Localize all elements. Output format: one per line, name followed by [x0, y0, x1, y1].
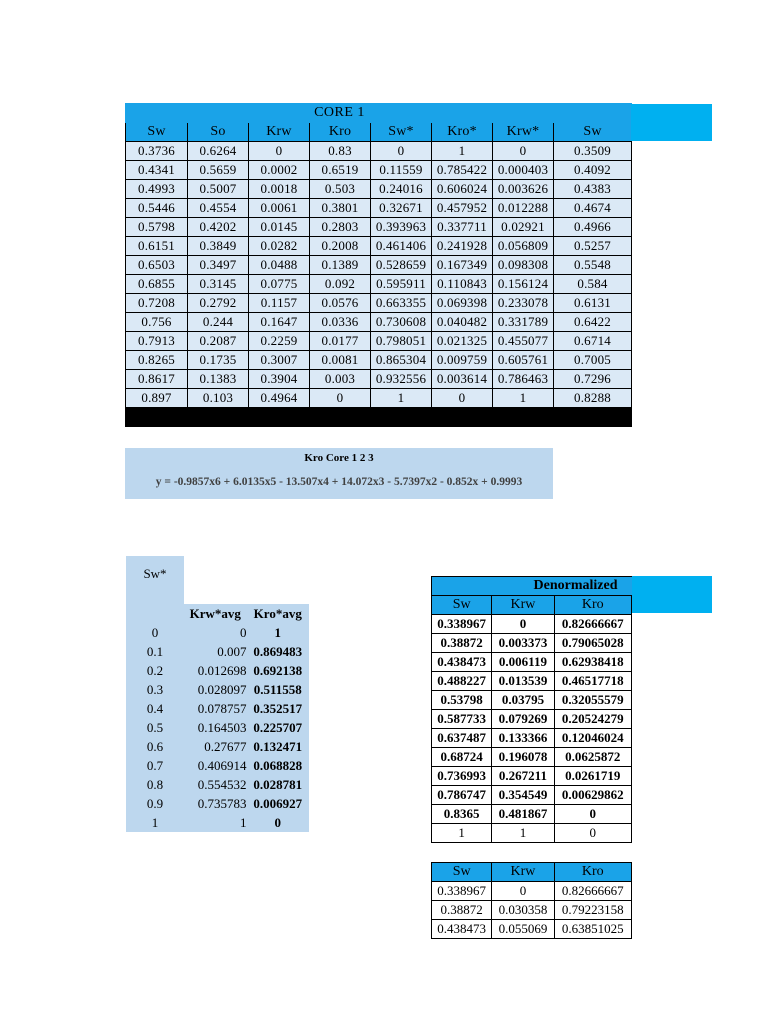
average-subheader-row — [126, 604, 309, 623]
table-cell: 0.584 — [554, 275, 632, 294]
table-cell: 0.11559 — [371, 161, 432, 180]
bottom-header-row — [432, 863, 632, 882]
table-row — [432, 767, 632, 786]
table-cell: 0.110843 — [432, 275, 493, 294]
table-cell: 0.3736 — [126, 142, 188, 161]
table-cell: 0.32055579 — [554, 691, 631, 710]
table-cell: 0.0488 — [249, 256, 310, 275]
table-cell: 0.012288 — [493, 199, 554, 218]
table-row — [126, 199, 632, 218]
table-row — [432, 710, 632, 729]
table-cell: 0.6264 — [188, 142, 249, 161]
core-header-row — [126, 123, 632, 142]
equation-formula: y = -0.9857x6 + 6.0135x5 - 13.507x4 + 14.072x3 - 5.7397x2 - 0.852x + 0.9993 — [155, 476, 523, 488]
table-cell: 1 — [432, 824, 492, 843]
table-cell: 0.5007 — [188, 180, 249, 199]
table-cell: 0.595911 — [371, 275, 432, 294]
table-row — [432, 691, 632, 710]
table-cell: 0.0576 — [310, 294, 371, 313]
table-cell: 0.068828 — [247, 756, 310, 775]
table-cell: 0.786463 — [493, 370, 554, 389]
table-row — [126, 275, 632, 294]
table-cell: 0 — [247, 813, 310, 832]
denorm-table-title: Denormalized — [432, 577, 632, 596]
table-cell: 0.5446 — [126, 199, 188, 218]
table-cell: 0.735783 — [184, 794, 247, 813]
table-cell: 0.692138 — [247, 661, 310, 680]
table-cell: 0.056809 — [493, 237, 554, 256]
cyan-header-tab — [632, 576, 712, 613]
table-cell: 0.8617 — [126, 370, 188, 389]
table-cell: 0 — [432, 389, 493, 408]
table-row — [126, 699, 309, 718]
table-cell: 0.103 — [188, 389, 249, 408]
table-row — [126, 718, 309, 737]
table-cell: 0.393963 — [371, 218, 432, 237]
table-cell: 0.3 — [126, 680, 184, 699]
table-cell: 0.0081 — [310, 351, 371, 370]
table-cell: 0.003614 — [432, 370, 493, 389]
table-cell: 0.007 — [184, 642, 247, 661]
table-cell: 0.6855 — [126, 275, 188, 294]
table-cell: 0.2087 — [188, 332, 249, 351]
table-cell: 0.040482 — [432, 313, 493, 332]
table-cell: 0.021325 — [432, 332, 493, 351]
table-cell: 0.6422 — [554, 313, 632, 332]
column-header: Sw — [432, 863, 492, 882]
table-cell: 0.488227 — [432, 672, 492, 691]
table-cell: 0.24016 — [371, 180, 432, 199]
column-header: Kro — [554, 863, 631, 882]
table-cell: 0.030358 — [492, 901, 554, 920]
table-cell: 0.6151 — [126, 237, 188, 256]
table-cell: 0.02921 — [493, 218, 554, 237]
table-cell: 1 — [492, 824, 554, 843]
table-cell: 0.006927 — [247, 794, 310, 813]
table-row — [432, 748, 632, 767]
column-header: Sw — [126, 123, 188, 142]
table-cell: 0.3801 — [310, 199, 371, 218]
table-cell: 0 — [554, 824, 631, 843]
table-cell: 0.0002 — [249, 161, 310, 180]
table-cell: 0.27677 — [184, 737, 247, 756]
table-row — [126, 737, 309, 756]
table-cell: 0.2 — [126, 661, 184, 680]
table-cell: 0.4202 — [188, 218, 249, 237]
table-cell: 0.511558 — [247, 680, 310, 699]
table-cell: 0.2803 — [310, 218, 371, 237]
table-cell: 0.1 — [126, 642, 184, 661]
table-row — [126, 332, 632, 351]
table-cell: 0.352517 — [247, 699, 310, 718]
table-cell: 0.38872 — [432, 634, 492, 653]
denorm-header-row — [432, 596, 632, 615]
table-cell: 0.028781 — [247, 775, 310, 794]
table-cell: 0.79065028 — [554, 634, 631, 653]
core-1-table — [125, 103, 632, 427]
table-cell: 1 — [493, 389, 554, 408]
table-cell: 0 — [493, 142, 554, 161]
table-cell: 0.6519 — [310, 161, 371, 180]
core-table-body — [126, 142, 632, 408]
table-row — [126, 256, 632, 275]
table-cell: 0.055069 — [492, 920, 554, 939]
table-cell: 0.79223158 — [554, 901, 631, 920]
core-black-row — [126, 408, 632, 427]
table-cell: 0.455077 — [493, 332, 554, 351]
table-cell: 0.786747 — [432, 786, 492, 805]
table-cell: 0.406914 — [184, 756, 247, 775]
cyan-header-tab — [631, 104, 712, 141]
table-cell: 0.736993 — [432, 767, 492, 786]
table-cell: 0.4964 — [249, 389, 310, 408]
table-cell: 0.1383 — [188, 370, 249, 389]
table-cell: 0.03795 — [492, 691, 554, 710]
table-cell: 0.078757 — [184, 699, 247, 718]
table-cell: 0.012698 — [184, 661, 247, 680]
table-cell: 0.503 — [310, 180, 371, 199]
table-cell: 0.730608 — [371, 313, 432, 332]
table-cell: 0.156124 — [493, 275, 554, 294]
core-title-cap — [554, 104, 632, 123]
table-cell: 0.1157 — [249, 294, 310, 313]
table-cell: 0.869483 — [247, 642, 310, 661]
table-cell: 0.132471 — [247, 737, 310, 756]
core-table-title: CORE 1 — [126, 104, 554, 123]
table-cell: 0.53798 — [432, 691, 492, 710]
table-cell: 0 — [310, 389, 371, 408]
table-cell: 0.481867 — [492, 805, 554, 824]
table-row — [126, 351, 632, 370]
column-header: Sw — [432, 596, 492, 615]
table-cell: 0.1735 — [188, 351, 249, 370]
table-cell: 1 — [184, 813, 247, 832]
column-header: Sw* — [371, 123, 432, 142]
table-cell: 0.337711 — [432, 218, 493, 237]
table-cell: 0.2259 — [249, 332, 310, 351]
table-cell: 0.009759 — [432, 351, 493, 370]
table-cell: 0.0177 — [310, 332, 371, 351]
table-cell: 0.003626 — [493, 180, 554, 199]
table-cell: 0.0775 — [249, 275, 310, 294]
denormalized-table — [431, 576, 632, 843]
table-cell: 0.932556 — [371, 370, 432, 389]
table-cell: 0.5798 — [126, 218, 188, 237]
table-cell: 0.331789 — [493, 313, 554, 332]
table-row — [126, 180, 632, 199]
table-cell: 0 — [126, 623, 184, 642]
table-cell: 0.092 — [310, 275, 371, 294]
trendline-equation-box — [125, 448, 553, 499]
column-header: Kro* — [432, 123, 493, 142]
table-cell: 0.1647 — [249, 313, 310, 332]
column-header: Krw — [249, 123, 310, 142]
table-row — [432, 920, 632, 939]
table-cell: 0.098308 — [493, 256, 554, 275]
table-cell: 0.069398 — [432, 294, 493, 313]
table-cell: 0.6503 — [126, 256, 188, 275]
table-cell: 0.013539 — [492, 672, 554, 691]
table-cell: 0.4674 — [554, 199, 632, 218]
table-cell: 1 — [126, 813, 184, 832]
table-cell: 0 — [492, 615, 554, 634]
table-cell: 0.0061 — [249, 199, 310, 218]
table-row — [432, 786, 632, 805]
denorm-table-body — [432, 615, 632, 843]
krw-avg-header: Krw*avg — [184, 604, 247, 623]
table-row — [126, 142, 632, 161]
sw-star-header: Sw* — [126, 556, 184, 604]
table-cell: 0.663355 — [371, 294, 432, 313]
table-cell: 0 — [371, 142, 432, 161]
table-cell: 0.338967 — [432, 882, 492, 901]
table-cell: 0.8265 — [126, 351, 188, 370]
table-cell: 0.3904 — [249, 370, 310, 389]
table-cell: 0 — [184, 623, 247, 642]
column-header: Sw — [554, 123, 632, 142]
bottom-table-body — [432, 882, 632, 939]
table-cell: 0.637487 — [432, 729, 492, 748]
table-cell: 0.897 — [126, 389, 188, 408]
table-cell: 0.606024 — [432, 180, 493, 199]
table-cell: 0 — [554, 805, 631, 824]
table-cell: 0.9 — [126, 794, 184, 813]
column-header: Krw — [492, 596, 554, 615]
table-cell: 0.3497 — [188, 256, 249, 275]
table-cell: 0.0336 — [310, 313, 371, 332]
table-cell: 0.2792 — [188, 294, 249, 313]
table-cell: 0.83 — [310, 142, 371, 161]
table-cell: 0.233078 — [493, 294, 554, 313]
table-cell: 0.865304 — [371, 351, 432, 370]
table-row — [432, 729, 632, 748]
table-row — [126, 623, 309, 642]
table-cell: 0.3849 — [188, 237, 249, 256]
table-cell: 0 — [492, 882, 554, 901]
table-cell: 0.12046024 — [554, 729, 631, 748]
table-cell: 0.8 — [126, 775, 184, 794]
table-cell: 0.241928 — [432, 237, 493, 256]
table-cell: 0.554532 — [184, 775, 247, 794]
table-cell: 0.7208 — [126, 294, 188, 313]
table-cell: 0.354549 — [492, 786, 554, 805]
table-cell: 0.196078 — [492, 748, 554, 767]
table-cell: 0.4092 — [554, 161, 632, 180]
table-cell: 0.079269 — [492, 710, 554, 729]
table-row — [126, 813, 309, 832]
table-row — [432, 824, 632, 843]
table-cell: 0.338967 — [432, 615, 492, 634]
column-header: Kro — [554, 596, 631, 615]
table-cell: 0.0145 — [249, 218, 310, 237]
table-row — [432, 882, 632, 901]
table-cell: 0.3145 — [188, 275, 249, 294]
table-row — [432, 901, 632, 920]
table-cell: 0.82666667 — [554, 615, 631, 634]
table-row — [126, 756, 309, 775]
table-cell: 0.164503 — [184, 718, 247, 737]
table-cell: 1 — [432, 142, 493, 161]
table-cell: 0.6131 — [554, 294, 632, 313]
table-cell: 0.7913 — [126, 332, 188, 351]
table-row — [126, 680, 309, 699]
table-cell: 0.7005 — [554, 351, 632, 370]
table-cell: 0.244 — [188, 313, 249, 332]
table-cell: 0.5257 — [554, 237, 632, 256]
table-cell: 0.8288 — [554, 389, 632, 408]
table-cell: 0.167349 — [432, 256, 493, 275]
table-cell: 0.003373 — [492, 634, 554, 653]
table-cell: 0.798051 — [371, 332, 432, 351]
table-cell: 1 — [247, 623, 310, 642]
column-header: Kro — [310, 123, 371, 142]
table-cell: 0.5659 — [188, 161, 249, 180]
column-header: Krw* — [493, 123, 554, 142]
table-cell: 0.3007 — [249, 351, 310, 370]
table-row — [126, 794, 309, 813]
column-header: So — [188, 123, 249, 142]
table-cell: 0.20524279 — [554, 710, 631, 729]
table-cell: 0.4 — [126, 699, 184, 718]
table-cell: 0.000403 — [493, 161, 554, 180]
table-cell: 0.1389 — [310, 256, 371, 275]
table-cell: 0.0261719 — [554, 767, 631, 786]
denorm-title-row — [432, 577, 632, 596]
table-cell: 0.756 — [126, 313, 188, 332]
table-cell: 0.3509 — [554, 142, 632, 161]
table-row — [126, 642, 309, 661]
average-header-row — [126, 556, 309, 604]
table-cell: 0.82666667 — [554, 882, 631, 901]
table-cell: 0.32671 — [371, 199, 432, 218]
table-row — [126, 161, 632, 180]
table-row — [126, 389, 632, 408]
core-title-row — [126, 104, 632, 123]
table-row — [126, 237, 632, 256]
table-cell: 0.6 — [126, 737, 184, 756]
table-row — [126, 775, 309, 794]
table-row — [126, 370, 632, 389]
table-cell: 0.4341 — [126, 161, 188, 180]
table-cell: 0.587733 — [432, 710, 492, 729]
table-row — [432, 653, 632, 672]
table-cell: 0.438473 — [432, 653, 492, 672]
table-cell: 0.7 — [126, 756, 184, 775]
table-cell: 0.62938418 — [554, 653, 631, 672]
table-cell: 0.461406 — [371, 237, 432, 256]
table-row — [432, 805, 632, 824]
table-cell: 0.38872 — [432, 901, 492, 920]
table-row — [126, 661, 309, 680]
table-cell: 0.006119 — [492, 653, 554, 672]
table-cell: 0.2008 — [310, 237, 371, 256]
table-cell: 0.225707 — [247, 718, 310, 737]
table-cell: 0 — [249, 142, 310, 161]
table-cell: 0.7296 — [554, 370, 632, 389]
table-cell: 0.5 — [126, 718, 184, 737]
table-cell: 0.4383 — [554, 180, 632, 199]
average-table-body — [126, 556, 309, 832]
average-rel-perm-table — [126, 556, 309, 832]
kro-avg-header: Kro*avg — [247, 604, 310, 623]
table-cell: 0.133366 — [492, 729, 554, 748]
table-cell: 0.68724 — [432, 748, 492, 767]
table-cell: 0.457952 — [432, 199, 493, 218]
table-row — [432, 634, 632, 653]
table-cell: 0.0282 — [249, 237, 310, 256]
table-cell: 0.785422 — [432, 161, 493, 180]
table-cell: 0.4966 — [554, 218, 632, 237]
table-cell: 0.0625872 — [554, 748, 631, 767]
table-cell: 0.00629862 — [554, 786, 631, 805]
table-cell: 0.0018 — [249, 180, 310, 199]
table-cell: 0.46517718 — [554, 672, 631, 691]
table-row — [126, 294, 632, 313]
table-cell: 0.438473 — [432, 920, 492, 939]
table-cell: 0.4554 — [188, 199, 249, 218]
table-cell: 0.4993 — [126, 180, 188, 199]
table-row — [432, 672, 632, 691]
table-row — [126, 313, 632, 332]
table-cell: 0.63851025 — [554, 920, 631, 939]
table-cell: 0.528659 — [371, 256, 432, 275]
table-cell: 0.003 — [310, 370, 371, 389]
table-cell: 1 — [371, 389, 432, 408]
equation-title: Kro Core 1 2 3 — [304, 452, 374, 464]
table-row — [126, 218, 632, 237]
table-cell: 0.8365 — [432, 805, 492, 824]
table-cell: 0.6714 — [554, 332, 632, 351]
table-cell: 0.5548 — [554, 256, 632, 275]
table-cell: 0.028097 — [184, 680, 247, 699]
table-cell: 0.267211 — [492, 767, 554, 786]
table-cell: 0.605761 — [493, 351, 554, 370]
column-header: Krw — [492, 863, 554, 882]
bottom-rel-perm-table — [431, 862, 632, 939]
table-row — [432, 615, 632, 634]
